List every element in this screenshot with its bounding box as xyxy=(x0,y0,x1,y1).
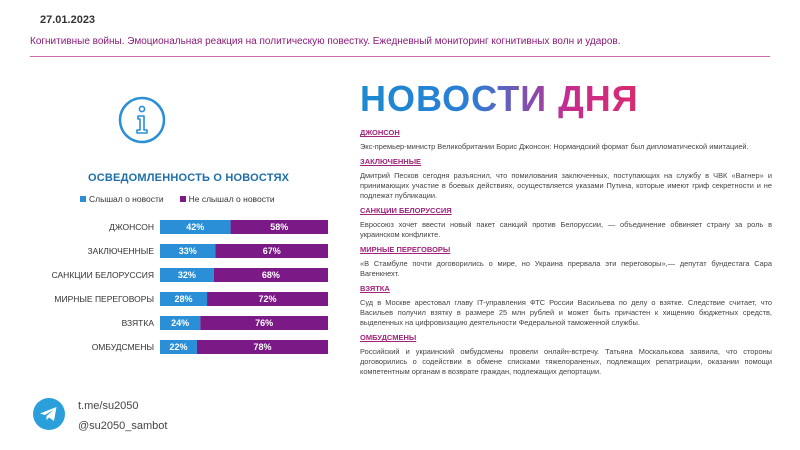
bar-value-label: 67% xyxy=(262,246,281,257)
legend-item-heard xyxy=(80,194,164,204)
category-label: ЗАКЛЮЧЕННЫЕ xyxy=(87,246,154,256)
bar-value-label: 22% xyxy=(169,342,188,353)
news-item-peace-talks xyxy=(360,245,772,279)
category-label: ДЖОНСОН xyxy=(109,222,154,232)
news-text: Евросоюз хочет ввести новый пакет санкций против Белоруссии, — объединение обвиняет страну за роль в украинском конфликте. xyxy=(360,220,772,239)
telegram-channel-link[interactable]: t.me/su2050 xyxy=(78,400,139,412)
news-heading: ВЗЯТКА xyxy=(360,284,390,293)
bar-value-label: 58% xyxy=(270,222,289,233)
telegram-icon[interactable] xyxy=(33,398,65,430)
info-icon xyxy=(117,95,167,145)
news-heading: ДЖОНСОН xyxy=(360,128,400,137)
bar-value-label: 42% xyxy=(186,222,205,233)
news-heading: САНКЦИИ БЕЛОРУССИЯ xyxy=(360,206,452,215)
category-label: САНКЦИИ БЕЛОРУССИЯ xyxy=(51,270,154,280)
bar-value-label: 28% xyxy=(174,294,193,305)
news-heading: ОМБУДСМЕНЫ xyxy=(360,333,417,342)
bar-value-label: 76% xyxy=(255,318,274,329)
news-item-sanctions xyxy=(360,206,772,240)
bar-value-label: 32% xyxy=(177,270,196,281)
report-subtitle: Когнитивные войны. Эмоциональная реакция на политическую повестку. Ежедневный мониторинг когнитивных волн и ударов. xyxy=(30,36,621,47)
legend-swatch xyxy=(180,196,186,202)
news-item-ombudsmen xyxy=(360,333,772,377)
category-label: МИРНЫЕ ПЕРЕГОВОРЫ xyxy=(54,294,154,304)
category-label: ВЗЯТКА xyxy=(121,318,154,328)
telegram-bot-link[interactable]: @su2050_sambot xyxy=(78,420,168,432)
bar-value-label: 72% xyxy=(258,294,277,305)
news-text: Экс-премьер-министр Великобритании Борис Джонсон: Нормандский формат был дипломатической имитацией. xyxy=(360,142,749,151)
news-heading: ЗАКЛЮЧЕННЫЕ xyxy=(360,157,422,166)
bar-value-label: 78% xyxy=(253,342,272,353)
legend-label: Слышал о новости xyxy=(89,194,164,204)
news-text: Российский и украинский омбудсмены провели онлайн-встречу. Татьяна Москалькова заявила, что стороны договорились о содействии в обмене списками тяжелораненых, подлежащих репатриации, оказании помощи компетентным органам в возврате граждан, подлежащих депортации. xyxy=(360,347,772,376)
header-divider xyxy=(30,56,770,57)
news-text: «В Стамбуле почти договорились о мире, но Украина прервала эти переговоры»,— депутат бундестага Сара Вагенкнехт. xyxy=(360,259,772,278)
news-item-prisoners xyxy=(360,157,772,201)
news-item-johnson xyxy=(360,128,772,152)
legend-label: Не слышал о новости xyxy=(188,194,275,204)
news-title: НОВОСТИ ДНЯ xyxy=(360,78,639,119)
news-text: Суд в Москве арестовал главу IT-управления ФТС России Васильева по делу о взятке. Следствие считает, что Васильев получил взятку в размере 25 млн рублей и может быть причастен к хищению бюджетных средств, выделенных на цифровизацию деятельности Федеральной таможенной службы. xyxy=(360,298,772,327)
bar-value-label: 33% xyxy=(178,246,197,257)
legend-item-not-heard xyxy=(180,194,275,204)
news-list xyxy=(360,128,772,382)
news-item-bribe xyxy=(360,284,772,328)
awareness-chart xyxy=(30,210,330,360)
report-date: 27.01.2023 xyxy=(40,14,96,26)
bar-value-label: 68% xyxy=(261,270,280,281)
chart-title: ОСВЕДОМЛЕННОСТЬ О НОВОСТЯХ xyxy=(88,172,290,184)
chart-legend xyxy=(80,194,310,204)
news-heading: МИРНЫЕ ПЕРЕГОВОРЫ xyxy=(360,245,451,254)
legend-swatch xyxy=(80,196,86,202)
category-label: ОМБУДСМЕНЫ xyxy=(91,342,154,352)
bar-value-label: 24% xyxy=(171,318,190,329)
news-text: Дмитрий Песков сегодня разъяснил, что помилования заключенных, поступающих на службу в ЧВК «Вагнер» и принимающих участие в боевых действиях, осуществляется указами Путина, которые имеют гриф секретности и не подлежат публикации. xyxy=(360,171,772,200)
